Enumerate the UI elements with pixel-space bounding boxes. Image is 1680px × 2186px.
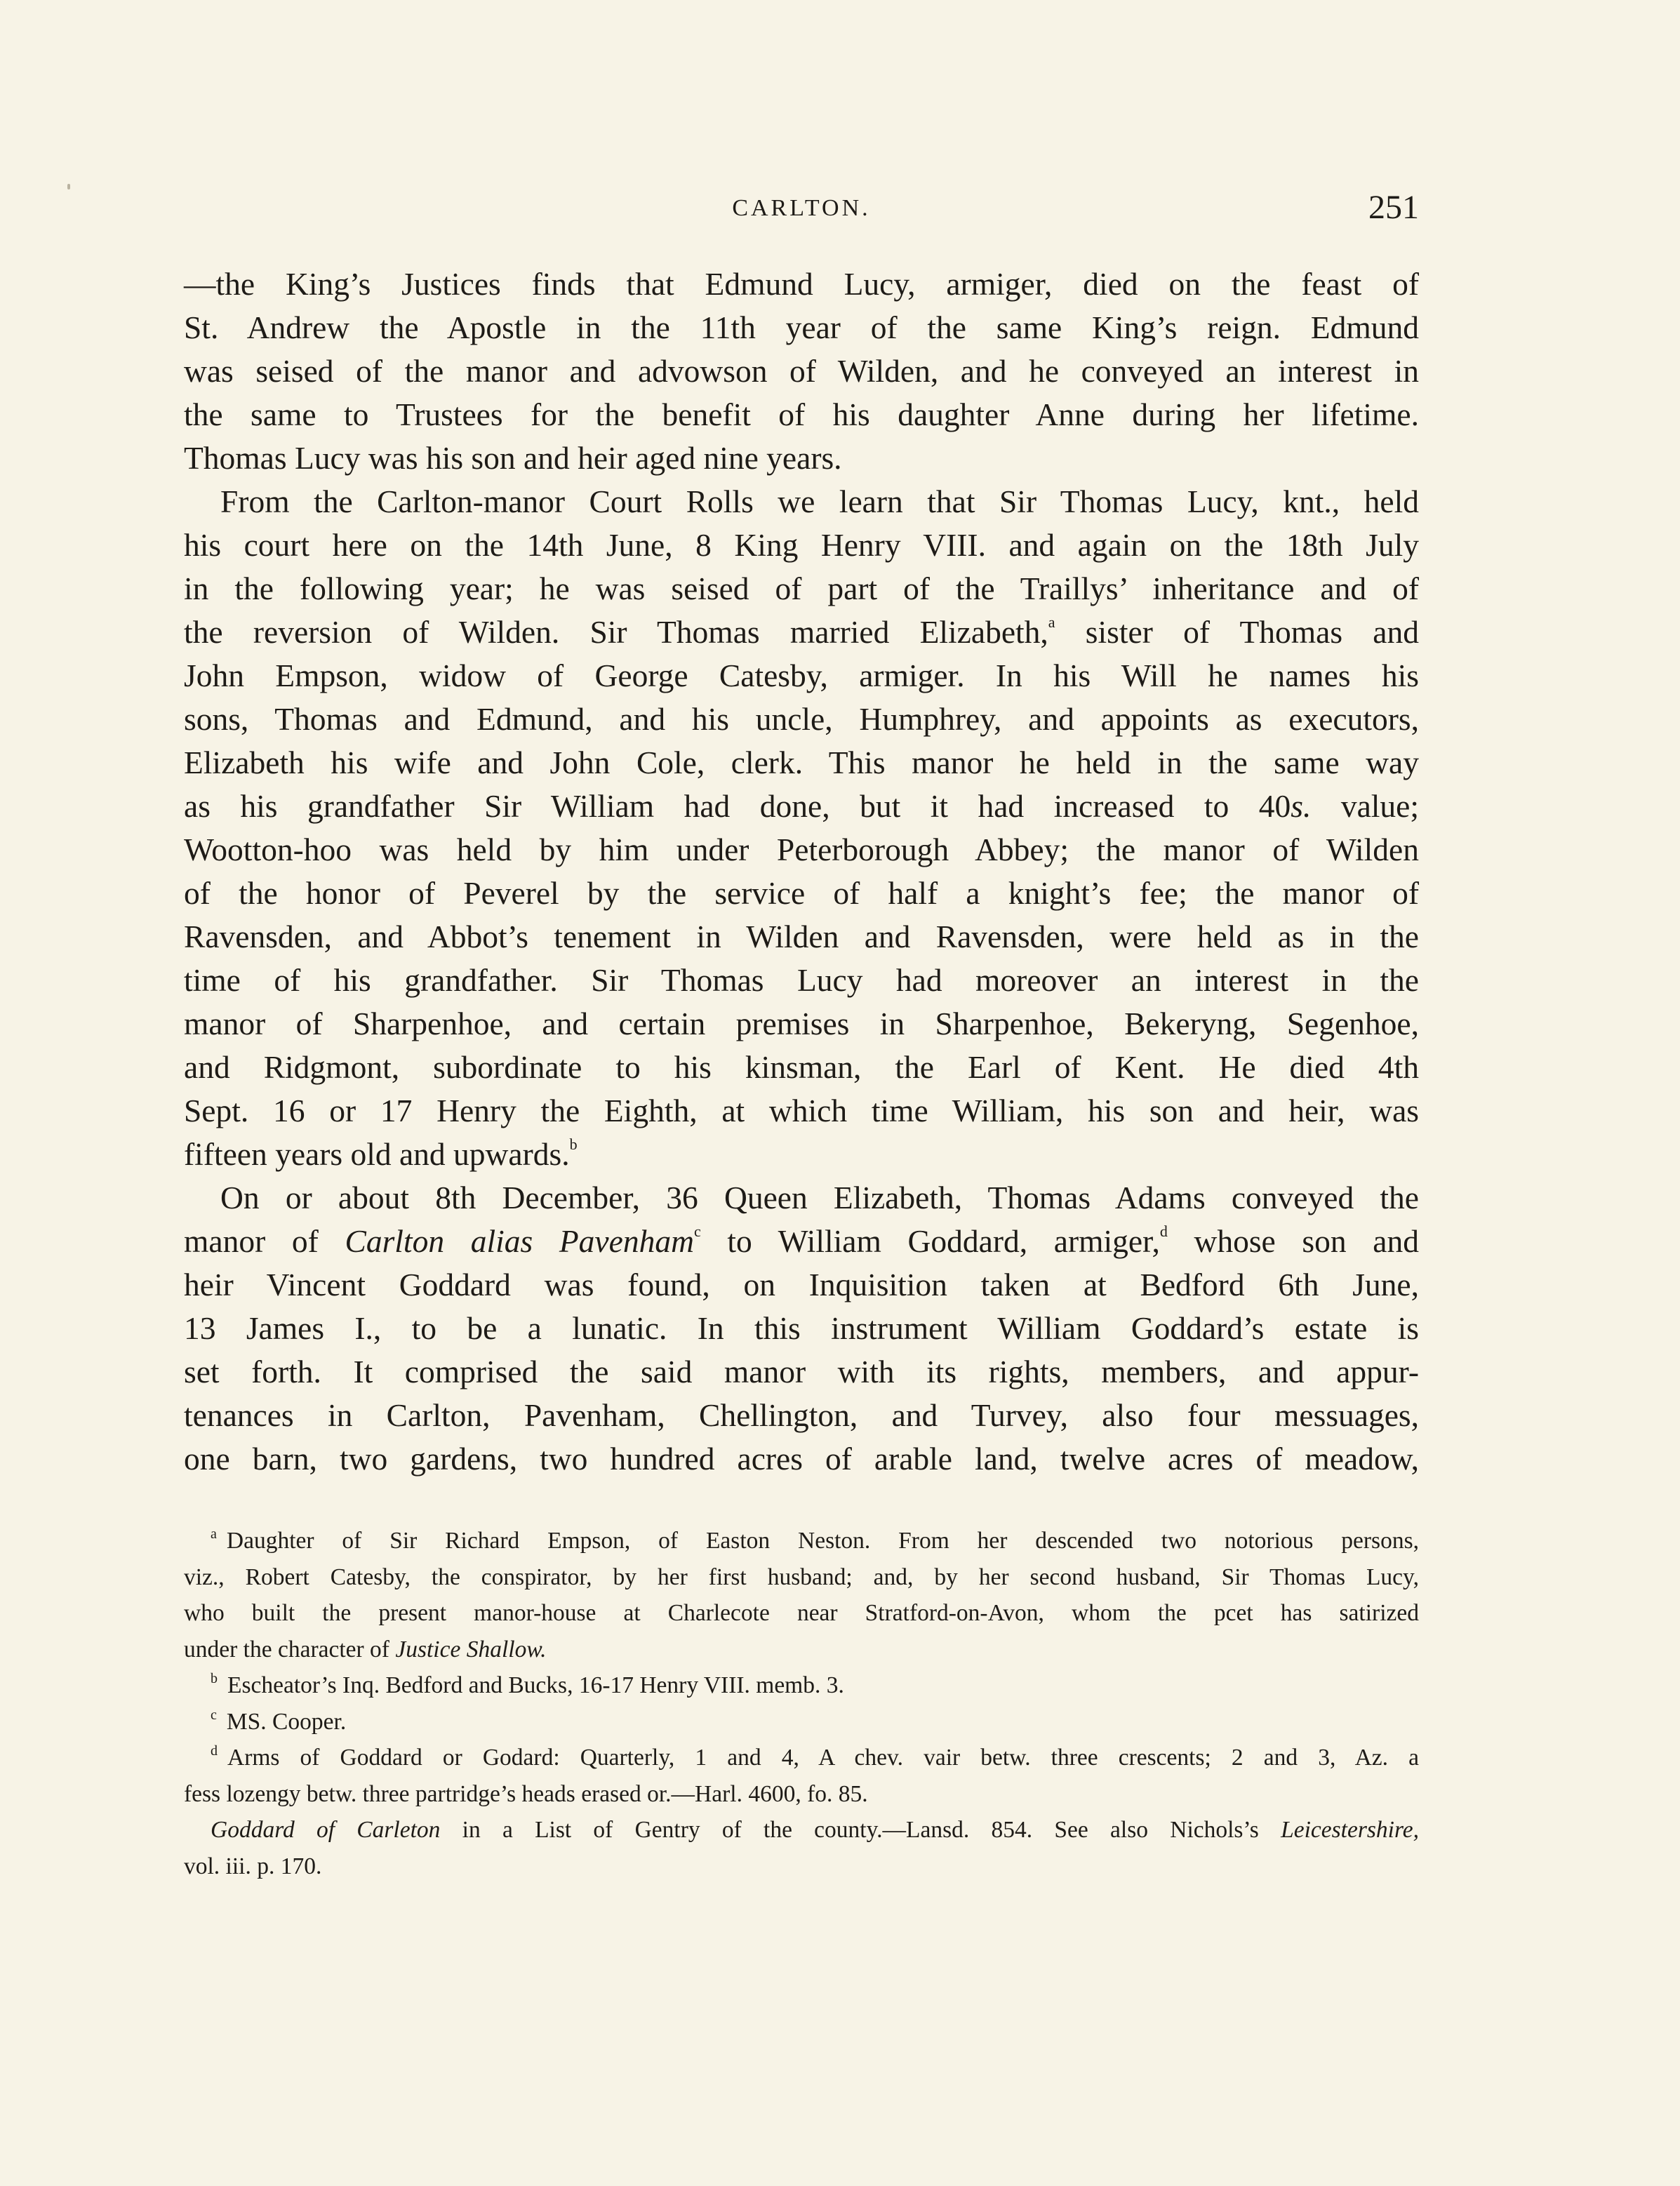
text-segment: Daughter of Sir Richard Empson, of Easton Neston. From her descended two notorious persons,	[226, 1528, 1419, 1554]
footnote-a	[184, 1523, 1419, 1667]
page-blemish	[67, 184, 70, 189]
paragraph-3	[184, 1176, 1419, 1481]
text-line: Thomas Lucy was his son and heir aged nine years.	[184, 440, 842, 476]
text-line: 13 James I., to be a lunatic. In this instrument William Goddard’s estate is	[184, 1310, 1419, 1346]
page-header	[184, 188, 1419, 230]
text-line	[184, 1220, 1419, 1263]
text-line: manor of Sharpenhoe, and certain premises in Sharpenhoe, Bekeryng, Segenhoe,	[184, 1006, 1419, 1041]
text-line: Elizabeth his wife and John Cole, clerk. This manor he held in the same way	[184, 745, 1419, 780]
text-segment: whose son and	[1167, 1223, 1419, 1259]
text-line: one barn, two gardens, two hundred acres of arable land, twelve acres of meadow,	[184, 1441, 1419, 1477]
text-line: in the following year; he was seised of part of the Traillys’ inheritance and of	[184, 571, 1419, 606]
paragraph-1	[184, 262, 1419, 480]
footnote-line	[184, 1704, 1419, 1740]
text-segment: under the character of	[184, 1636, 396, 1662]
text-segment: the reversion of Wilden. Sir Thomas married Elizabeth,	[184, 614, 1048, 650]
paragraph-2	[184, 480, 1419, 1176]
text-segment: fifteen years old and upwards.	[184, 1136, 570, 1172]
footnote-mark: d	[211, 1743, 218, 1759]
footnote-mark: c	[211, 1707, 217, 1723]
footnote-line: viz., Robert Catesby, the conspirator, by her first husband; and, by her second husband, Sir Thomas Lucy,	[184, 1564, 1419, 1590]
text-line: the same to Trustees for the benefit of his daughter Anne during her lifetime.	[184, 396, 1419, 432]
footnote-b	[184, 1667, 1419, 1704]
footnote-ref-a[interactable]: a	[1048, 613, 1055, 631]
text-segment: value;	[1311, 788, 1419, 824]
page-number: 251	[1368, 189, 1419, 226]
footnote-d-continued	[184, 1812, 1419, 1884]
italic-segment: Carlton alias Pavenham	[345, 1223, 694, 1259]
text-line	[184, 1133, 1419, 1176]
running-title: CARLTON.	[732, 195, 871, 221]
footnote-ref-c[interactable]: c	[693, 1222, 701, 1240]
text-segment: manor of	[184, 1223, 345, 1259]
text-line: of the honor of Peverel by the service of half a knight’s fee; the manor of	[184, 875, 1419, 911]
footnote-ref-b[interactable]: b	[569, 1135, 578, 1153]
text-segment: Escheator’s Inq. Bedford and Bucks, 16-17 Henry VIII. memb. 3.	[227, 1672, 844, 1698]
text-line: From the Carlton-manor Court Rolls we learn that Sir Thomas Lucy, knt., held	[220, 484, 1419, 519]
text-line: sons, Thomas and Edmund, and his uncle, Humphrey, and appoints as executors,	[184, 701, 1419, 737]
text-line: Ravensden, and Abbot’s tenement in Wilden and Ravensden, were held as in the	[184, 919, 1419, 954]
footnote-d	[184, 1740, 1419, 1812]
text-line: John Empson, widow of George Catesby, armiger. In his Will he names his	[184, 658, 1419, 693]
text-line: set forth. It comprised the said manor with its rights, members, and appur-	[184, 1354, 1419, 1389]
footnote-line	[184, 1523, 1419, 1559]
text-line: time of his grandfather. Sir Thomas Lucy had moreover an interest in the	[184, 962, 1419, 998]
text-segment: MS. Cooper.	[226, 1708, 347, 1735]
text-line: and Ridgmont, subordinate to his kinsman, the Earl of Kent. He died 4th	[184, 1049, 1419, 1085]
footnote-line: who built the present manor-house at Charlecote near Stratford-on-Avon, whom the pcet has satirized	[184, 1600, 1419, 1626]
text-line: heir Vincent Goddard was found, on Inquisition taken at Bedford 6th June,	[184, 1267, 1419, 1302]
italic-segment: Justice Shallow.	[395, 1636, 547, 1662]
footnote-line	[184, 1632, 1419, 1668]
text-line: Wootton-hoo was held by him under Peterborough Abbey; the manor of Wilden	[184, 832, 1419, 867]
text-line	[184, 611, 1419, 654]
text-line: Sept. 16 or 17 Henry the Eighth, at which time William, his son and heir, was	[184, 1093, 1419, 1128]
text-line: On or about 8th December, 36 Queen Elizabeth, Thomas Adams conveyed the	[220, 1180, 1419, 1215]
text-line: his court here on the 14th June, 8 King Henry VIII. and again on the 18th July	[184, 527, 1419, 563]
text-segment: Arms of Goddard or Godard: Quarterly, 1 and 4, A chev. vair betw. three crescents; 2 and 3, Az. a	[227, 1745, 1419, 1771]
text-line: was seised of the manor and advowson of Wilden, and he conveyed an interest in	[184, 353, 1419, 389]
footnote-line	[184, 1812, 1419, 1848]
footnotes	[184, 1523, 1419, 1884]
footnote-line: fess lozengy betw. three partridge’s heads erased or.—Harl. 4600, fo. 85.	[184, 1780, 868, 1807]
footnote-line	[184, 1667, 1419, 1704]
footnote-line: vol. iii. p. 170.	[184, 1853, 322, 1879]
italic-segment: s.	[1291, 788, 1312, 824]
text-segment: to William Goddard, armiger,	[700, 1223, 1160, 1259]
text-line: St. Andrew the Apostle in the 11th year of the same King’s reign. Edmund	[184, 309, 1419, 345]
text-segment: sister of Thomas and	[1055, 614, 1419, 650]
footnote-mark: a	[211, 1526, 217, 1542]
text-segment: as his grandfather Sir William had done, but it had increased to 40	[184, 788, 1291, 824]
text-line: —the King’s Justices finds that Edmund Lucy, armiger, died on the feast of	[184, 266, 1419, 302]
body-text	[184, 262, 1419, 1481]
footnote-mark: b	[211, 1671, 218, 1686]
footnote-ref-d[interactable]: d	[1159, 1222, 1168, 1240]
text-line	[184, 785, 1419, 828]
text-line: tenances in Carlton, Pavenham, Chellington, and Turvey, also four messuages,	[184, 1397, 1419, 1433]
footnote-line	[184, 1740, 1419, 1776]
footnote-c	[184, 1704, 1419, 1740]
italic-segment: Leicestershire,	[1281, 1817, 1419, 1843]
text-segment: in a List of Gentry of the county.—Lansd. 854. See also Nichols’s	[440, 1817, 1281, 1843]
italic-segment: Goddard of Carleton	[211, 1817, 441, 1843]
